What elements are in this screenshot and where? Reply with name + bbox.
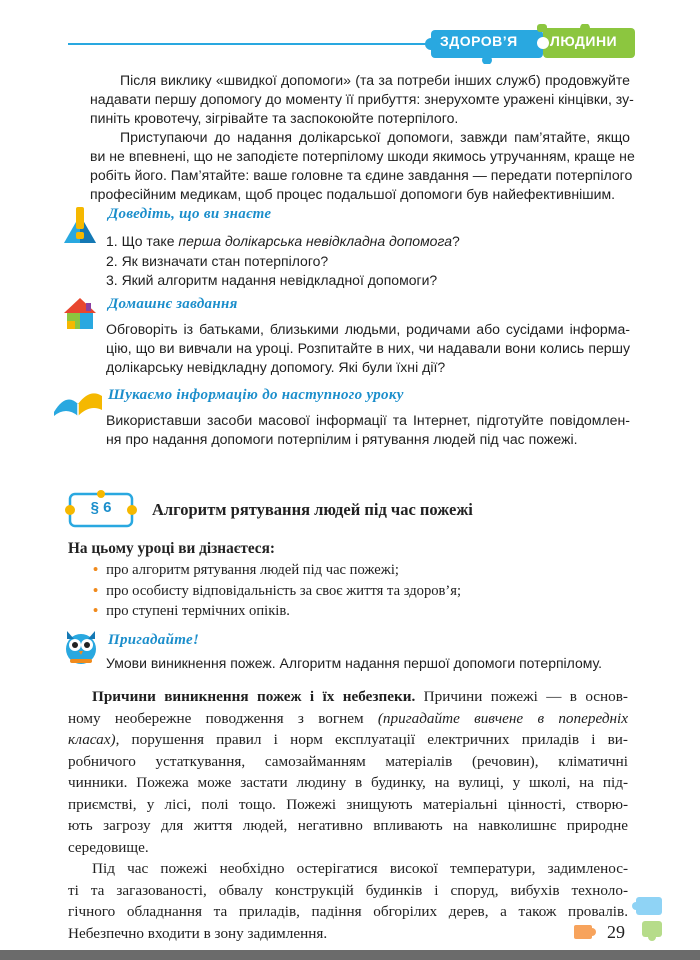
prove-questions — [106, 232, 460, 291]
text-line: середовище. — [68, 838, 149, 856]
section-title: Алгоритм рятування людей під час пожежі — [152, 500, 473, 519]
main-paragraph-1 — [68, 686, 628, 858]
text-fragment: ному необережне поводження з вогнем — [68, 709, 378, 727]
text-line: чинники. Пожежа може застати людину в будинку, на вулиці, у школі, на під- — [68, 774, 628, 791]
footer-bar — [0, 950, 700, 960]
text-line — [68, 729, 628, 751]
q1-suffix: ? — [452, 233, 460, 249]
bullet-text: про особисту відповідальність за своє життя та здоров’я; — [106, 582, 462, 599]
italic-fragment: класах) — [68, 731, 116, 748]
homework-title: Домашнє завдання — [108, 296, 238, 312]
header-rule — [68, 43, 428, 45]
open-book-icon — [52, 384, 104, 418]
intro-paragraph-2 — [90, 128, 635, 204]
text-line: професійним медикам, щоб процес подальшої допомоги був найефективнішим. — [90, 186, 616, 202]
list-item: 3. Який алгоритм надання невідкладної допомоги? — [106, 272, 438, 288]
list-item: 2. Як визначати стан потерпілого? — [106, 252, 329, 269]
text-line: Після виклику «швидкої допомоги» (та за потреби інших служб) продовжуйте — [120, 72, 630, 88]
section-number: § 6 — [90, 499, 112, 516]
search-text — [106, 411, 630, 449]
owl-icon — [64, 625, 98, 665]
house-puzzle-icon — [60, 295, 100, 333]
search-title: Шукаємо інформацію до наступного уроку — [108, 387, 404, 403]
text-line: робіть його. Пам’ятайте: ваше головне та єдине завдання — передати потерпілого — [90, 167, 633, 183]
text-line — [68, 708, 628, 730]
text-line: Обговоріть із батьками, близькими людьми, родичами або сусідами інформа- — [106, 321, 630, 337]
learn-heading: На цьому уроці ви дізнаєтеся: — [68, 540, 275, 557]
q1-italic: перша долікарська невідкладна допомога — [178, 233, 452, 249]
text-line: Під час пожежі необхідно остерігатися високої температури, задимленос- — [92, 860, 628, 877]
text-line: ті та загазованості, обвалу конструкцій будинків і споруд, вибухів техноло- — [68, 881, 628, 899]
text-line: пиніть кровотечу, зігрівайте та заспокоюйте потерпілого. — [90, 110, 459, 126]
bullet-text: про ступені термічних опіків. — [106, 603, 290, 619]
prove-title: Доведіть, що ви знаєте — [108, 206, 272, 222]
list-item: • про особисту відповідальність за своє життя та здоров’я; — [93, 582, 462, 599]
intro-paragraph-1 — [90, 71, 634, 128]
text-line: приємстві, у лісі, полі тощо. Пожежі знищують матеріальні цінності, створю- — [68, 795, 628, 813]
text-line: ня про надання допомоги потерпілим і рятування людей під час пожежі. — [106, 431, 578, 447]
text-line: ють загрозу для життя людей, негативно впливають на навколишнє природне — [68, 817, 628, 834]
bullet-text: про алгоритм рятування людей під час пожежі; — [106, 562, 399, 578]
text-fragment: , порушення правил і норм експлуатації електричних приладів і ви- — [115, 731, 628, 748]
text-line: цію, що ви вивчали на уроці. Розпитайте в них, чи надавали вони колись першу — [106, 340, 630, 356]
header-word-health: ЗДОРОВ’Я — [440, 33, 518, 49]
text-line: Небезпечно входити в зону задимлення. — [68, 924, 328, 942]
remember-title: Пригадайте! — [108, 632, 200, 648]
remember-text: Умови виникнення пожеж. Алгоритм надання першої допомоги потерпілому. — [106, 655, 603, 671]
text-line: долікарську невідкладну допомогу. Які були їхні дії? — [106, 359, 446, 375]
homework-text — [106, 320, 630, 377]
text-line: робничого устаткування, самозайманням матеріалів (речовин), кліматичні — [68, 752, 628, 770]
text-line: гічного обладнання та приладів, падіння обгорілих дерев, а також провалів. — [68, 903, 628, 920]
list-item: • про алгоритм рятування людей під час пожежі; — [93, 562, 399, 578]
text-line: Використавши засоби масової інформації та Інтернет, підготуйте повідомлен- — [106, 412, 630, 428]
text-line: ви не впевнені, що не заподієте потерпілому шкоди якимось утручанням, краще не — [90, 148, 635, 164]
page-number: 29 — [607, 922, 625, 942]
learn-list — [93, 560, 461, 622]
paragraph-heading: Причини виникнення пожеж і їх небезпеки. — [92, 688, 416, 705]
text-line — [68, 686, 628, 708]
text-fragment: Причини пожежі — в основ- — [415, 688, 628, 705]
main-paragraph-2 — [68, 858, 628, 944]
text-line: надавати першу допомогу до моменту її прибуття: знерухомте уражені кінцівки, зу- — [90, 91, 634, 107]
italic-fragment: (пригадайте вивчене в попередніх — [377, 709, 628, 727]
list-item: • про ступені термічних опіків. — [93, 603, 290, 619]
list-item — [106, 232, 460, 252]
text-line: Приступаючи до надання долікарської допомоги, завжди пам’ятайте, якщо — [120, 129, 630, 145]
header-word-human: ЛЮДИНИ — [550, 33, 618, 49]
q1-prefix: 1. Що таке — [106, 233, 179, 249]
exclamation-pyramid-icon — [60, 205, 100, 245]
